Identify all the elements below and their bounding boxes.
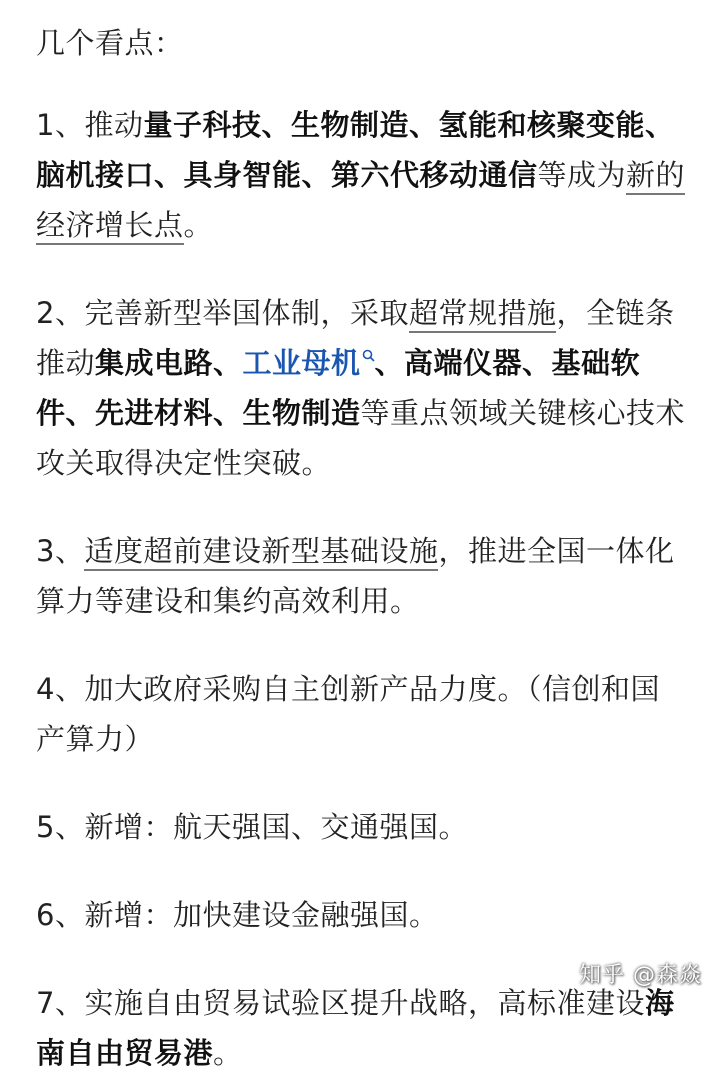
text: 推动 — [84, 108, 144, 142]
point-number: 7、 — [36, 986, 85, 1020]
bold-text: 海南自由贸易港 — [36, 986, 675, 1070]
bold-text: 量子科技、生物制造、氢能和核聚变能、脑机接口、具身智能、第六代移动通信 — [36, 108, 675, 192]
text: 新增：加快建设金融强国。 — [84, 898, 439, 932]
point-2 — [36, 288, 686, 488]
text: 。 — [183, 208, 214, 242]
text: ，全链条推动 — [36, 296, 675, 380]
zhihu-watermark: 知乎 @森焱 — [579, 963, 702, 988]
text: 等重点领域关键核心技术攻关取得决定性突破。 — [36, 396, 686, 480]
point-number: 4、 — [36, 672, 85, 706]
heading: 几个看点： — [36, 26, 184, 60]
point-number: 5、 — [36, 810, 85, 844]
point-3 — [36, 526, 686, 626]
point-4 — [36, 664, 686, 764]
point-7 — [36, 978, 686, 1078]
point-6 — [36, 890, 686, 940]
text: 新增：航天强国、交通强国。 — [84, 810, 468, 844]
article-body — [36, 18, 686, 1078]
bold-text: 集成电路、 — [95, 346, 243, 380]
point-number: 1、 — [36, 108, 85, 142]
point-1 — [36, 100, 686, 250]
text: 等成为 — [537, 158, 627, 192]
underlined-text: 超常规措施 — [409, 296, 557, 333]
keyword-link[interactable] — [243, 346, 375, 380]
underlined-text: 新的经济增长点 — [36, 158, 685, 245]
keyword-link-label: 工业母机 — [242, 346, 361, 380]
magnifier-icon — [362, 349, 375, 362]
point-number: 3、 — [36, 534, 85, 568]
underlined-text: 适度超前建设新型基础设施 — [84, 534, 438, 571]
text: 加大政府采购自主创新产品力度。（信创和国产算力） — [36, 672, 660, 756]
text: 完善新型举国体制，采取 — [84, 296, 409, 330]
point-number: 6、 — [36, 898, 85, 932]
text: 。 — [213, 1036, 243, 1070]
bold-text: 、高端仪器、基础软件、先进材料、生物制造 — [36, 346, 641, 430]
point-number: 2、 — [36, 296, 85, 330]
text: 实施自由贸易试验区提升战略，高标准建设 — [84, 986, 645, 1020]
text: ，推进全国一体化算力等建设和集约高效利用。 — [36, 534, 675, 618]
point-5 — [36, 802, 686, 852]
